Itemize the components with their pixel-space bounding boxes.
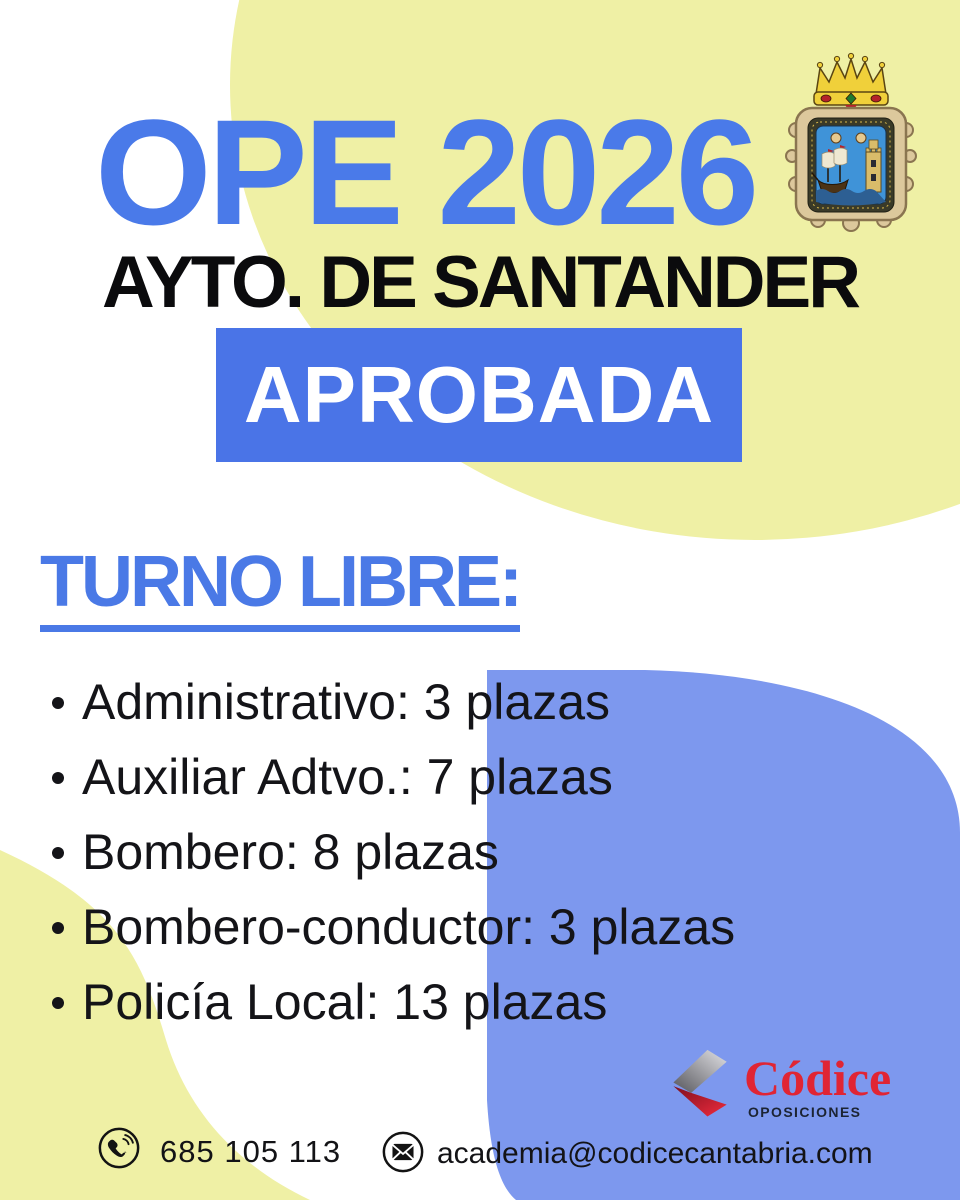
list-item [52, 740, 735, 815]
section-heading-label: TURNO LIBRE: [40, 545, 520, 632]
envelope-icon [381, 1130, 425, 1174]
list-item [52, 965, 735, 1040]
list-item-label: Bombero: 8 plazas [82, 824, 499, 880]
status-badge-label: APROBADA [243, 350, 715, 439]
poster-subtitle: AYTO. DE SANTANDER [102, 242, 858, 323]
brand-name: Códice [744, 1050, 892, 1106]
list-item [52, 890, 735, 965]
bullet-dot [52, 922, 64, 934]
email-address: academia@codicecantabria.com [437, 1137, 873, 1170]
list-item-label: Auxiliar Adtvo.: 7 plazas [82, 749, 613, 805]
section-heading [40, 542, 520, 632]
brand-tagline: OPOSICIONES [748, 1104, 862, 1120]
phone-icon [97, 1126, 141, 1170]
positions-list [52, 665, 735, 1040]
list-item [52, 815, 735, 890]
poster-title: OPE 2026 [95, 88, 756, 256]
bullet-dot [52, 772, 64, 784]
list-item-label: Bombero-conductor: 3 plazas [82, 899, 736, 955]
bullet-dot [52, 697, 64, 709]
codice-logo [660, 1038, 950, 1138]
list-item-label: Administrativo: 3 plazas [82, 674, 611, 730]
status-badge [216, 328, 742, 462]
list-item-label: Policía Local: 13 plazas [82, 974, 608, 1030]
bullet-dot [52, 997, 64, 1009]
bullet-dot [52, 847, 64, 859]
codice-chevron-icon [666, 1040, 740, 1122]
phone-number: 685 105 113 [160, 1134, 342, 1169]
list-item [52, 665, 735, 740]
